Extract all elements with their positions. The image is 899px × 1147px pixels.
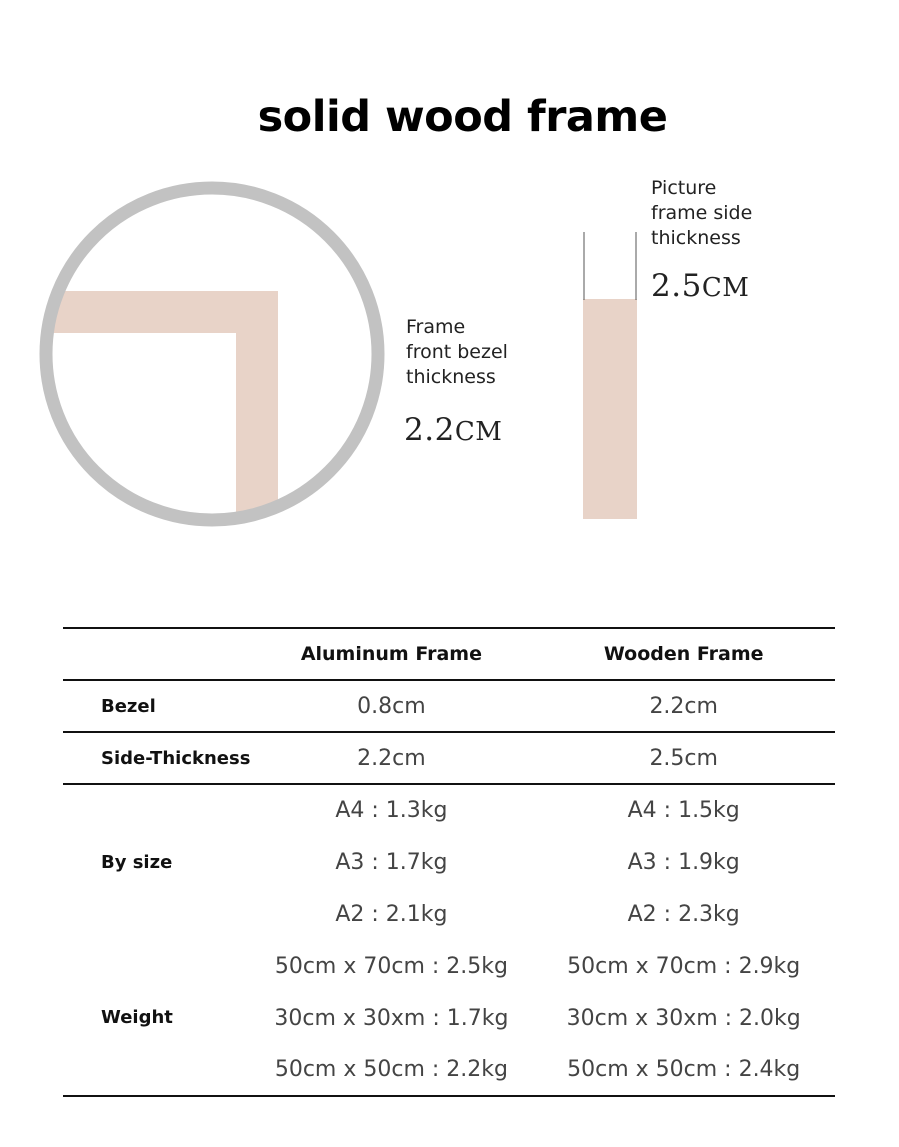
table-row	[63, 784, 835, 836]
side-measure-value: 2.5	[651, 268, 702, 304]
by-size-wooden: A2 : 2.3kg	[627, 901, 740, 927]
weight-wooden: 50cm x 70cm : 2.9kg	[567, 953, 801, 979]
table-row	[63, 940, 835, 992]
bezel-wooden: 2.2cm	[649, 693, 718, 719]
side-thickness-measure	[651, 268, 749, 304]
by-size-aluminum: A3 : 1.7kg	[335, 849, 448, 875]
header-aluminum: Aluminum Frame	[300, 643, 482, 665]
row-label-weight: Weight	[101, 1007, 173, 1028]
front-bezel-vertical	[236, 291, 278, 531]
side-measure-unit: CM	[701, 273, 750, 303]
header-wooden: Wooden Frame	[603, 643, 764, 665]
spec-table	[63, 627, 835, 1097]
table-row	[63, 732, 835, 784]
by-size-aluminum: A2 : 2.1kg	[335, 901, 448, 927]
front-bezel-measure	[404, 412, 502, 448]
side-thickness-aluminum: 2.2cm	[357, 745, 426, 771]
page-title: solid wood frame	[257, 92, 668, 142]
by-size-wooden: A3 : 1.9kg	[627, 849, 740, 875]
front-label-line: Frame	[406, 316, 466, 338]
weight-wooden: 30cm x 30xm : 2.0kg	[566, 1005, 801, 1031]
side-thickness-bar	[583, 299, 637, 519]
row-label-side-thickness: Side-Thickness	[101, 747, 251, 769]
side-thickness-wooden: 2.5cm	[649, 745, 718, 771]
weight-aluminum: 30cm x 30xm : 1.7kg	[274, 1005, 509, 1031]
side-label-line: Picture	[651, 177, 717, 199]
frame-diagram	[0, 0, 899, 560]
by-size-aluminum: A4 : 1.3kg	[335, 798, 448, 823]
front-label-line: front bezel	[406, 341, 508, 363]
front-measure-unit: CM	[454, 417, 503, 447]
front-bezel-label	[406, 315, 508, 390]
side-label-line: frame side	[651, 202, 753, 224]
weight-wooden: 50cm x 50cm : 2.4kg	[567, 1057, 801, 1082]
zoom-ring	[46, 188, 378, 520]
weight-aluminum: 50cm x 50cm : 2.2kg	[274, 1057, 508, 1082]
by-size-wooden: A4 : 1.5kg	[627, 798, 740, 823]
table-row	[63, 680, 835, 732]
bezel-aluminum: 0.8cm	[357, 693, 426, 719]
front-label-line: thickness	[406, 366, 496, 388]
header-empty	[63, 628, 250, 680]
frame-illustration	[0, 0, 899, 560]
row-label-bezel: Bezel	[101, 695, 156, 717]
side-thickness-label	[651, 176, 752, 251]
table-header-row	[63, 628, 835, 680]
weight-aluminum: 50cm x 70cm : 2.5kg	[274, 953, 508, 979]
side-label-line: thickness	[651, 227, 741, 249]
front-measure-value: 2.2	[404, 412, 455, 448]
row-label-by-size: By size	[101, 852, 173, 873]
